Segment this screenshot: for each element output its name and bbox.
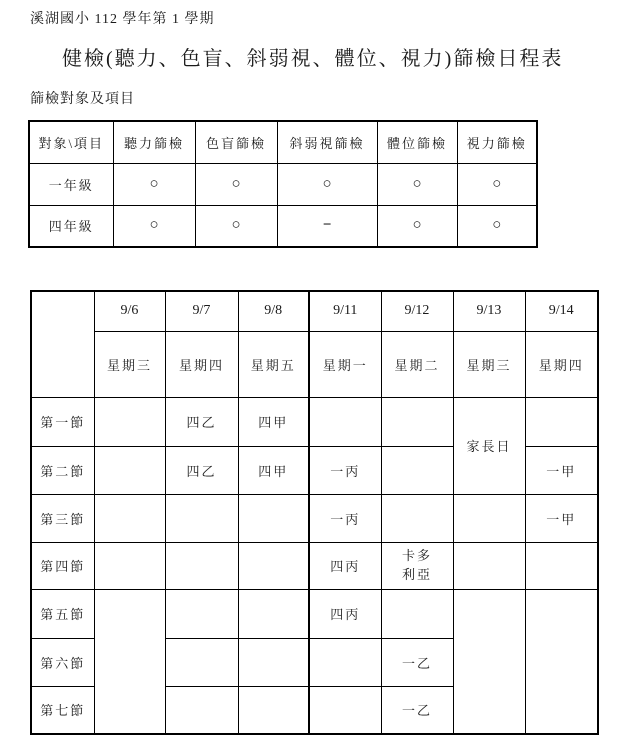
screening-row-grade4 <box>29 205 537 247</box>
schedule-cell <box>381 397 453 446</box>
schedule-period-label: 第七節 <box>31 686 94 734</box>
schedule-table <box>30 290 599 735</box>
schedule-cell: 一甲 <box>525 494 598 542</box>
screening-col-header: 對象\項目 <box>29 121 113 163</box>
schedule-cell: 四丙 <box>309 589 381 638</box>
schedule-cell <box>309 638 381 686</box>
schedule-weekday-header: 星期三 <box>94 331 165 397</box>
schedule-cell: 四甲 <box>238 397 309 446</box>
schedule-cell <box>381 494 453 542</box>
schedule-cell <box>238 638 309 686</box>
screening-cell: ○ <box>377 205 457 247</box>
screening-cell: ○ <box>457 205 537 247</box>
schedule-cell-kindergarten-text: 卡多利亞 <box>401 547 432 582</box>
schedule-cell <box>309 686 381 734</box>
schedule-period-label: 第四節 <box>31 542 94 589</box>
screening-cell: ○ <box>457 163 537 205</box>
schedule-cell: 一乙 <box>381 638 453 686</box>
screening-col-header: 視力篩檢 <box>457 121 537 163</box>
schedule-date-header: 9/8 <box>238 291 309 331</box>
screening-target-table <box>28 120 538 248</box>
schedule-weekday-header: 星期五 <box>238 331 309 397</box>
schedule-cell <box>238 686 309 734</box>
schedule-cell <box>525 542 598 589</box>
schedule-cell <box>94 494 165 542</box>
schedule-weekday-row <box>31 331 598 397</box>
screening-row-label: 四年級 <box>29 205 113 247</box>
screening-col-header: 色盲篩檢 <box>195 121 277 163</box>
schedule-cell <box>525 397 598 446</box>
schedule-cell-merged <box>94 589 165 734</box>
schedule-cell-parents-day: 家長日 <box>453 397 525 494</box>
screening-col-header: 聽力篩檢 <box>113 121 195 163</box>
screening-cell: ○ <box>113 205 195 247</box>
schedule-period-label: 第三節 <box>31 494 94 542</box>
schedule-cell: 一丙 <box>309 446 381 494</box>
schedule-row-period4 <box>31 542 598 589</box>
schedule-cell-kindergarten <box>381 542 453 589</box>
schedule-row-period5 <box>31 589 598 638</box>
schedule-date-header: 9/12 <box>381 291 453 331</box>
schedule-cell <box>453 542 525 589</box>
schedule-weekday-header: 星期四 <box>525 331 598 397</box>
schedule-cell <box>165 686 238 734</box>
screening-cell: ○ <box>113 163 195 205</box>
screening-cell: ○ <box>377 163 457 205</box>
schedule-cell <box>381 446 453 494</box>
screening-row-label: 一年級 <box>29 163 113 205</box>
schedule-date-row <box>31 291 598 331</box>
schedule-cell: 一乙 <box>381 686 453 734</box>
schedule-row-period3 <box>31 494 598 542</box>
schedule-cell: 一甲 <box>525 446 598 494</box>
schedule-date-header: 9/14 <box>525 291 598 331</box>
section-label: 篩檢對象及項目 <box>30 92 135 107</box>
schedule-cell <box>165 494 238 542</box>
schedule-date-header: 9/7 <box>165 291 238 331</box>
schedule-period-label: 第五節 <box>31 589 94 638</box>
schedule-weekday-header: 星期四 <box>165 331 238 397</box>
schedule-cell <box>453 494 525 542</box>
schedule-cell: 一丙 <box>309 494 381 542</box>
screening-col-header: 斜弱視篩檢 <box>277 121 377 163</box>
schedule-corner-cell <box>31 291 94 397</box>
schedule-cell <box>238 542 309 589</box>
schedule-date-header: 9/13 <box>453 291 525 331</box>
schedule-period-label: 第一節 <box>31 397 94 446</box>
schedule-cell: 四乙 <box>165 446 238 494</box>
schedule-cell <box>238 589 309 638</box>
screening-cell: ○ <box>195 163 277 205</box>
schedule-weekday-header: 星期二 <box>381 331 453 397</box>
schedule-cell-merged <box>525 589 598 734</box>
schedule-cell-merged <box>453 589 525 734</box>
schedule-cell <box>309 397 381 446</box>
schedule-cell <box>165 589 238 638</box>
screening-cell: ○ <box>195 205 277 247</box>
schedule-period-label: 第二節 <box>31 446 94 494</box>
document-title: 健檢(聽力、色盲、斜弱視、體位、視力)篩檢日程表 <box>62 48 564 70</box>
screening-cell: ○ <box>277 163 377 205</box>
schedule-date-header: 9/11 <box>309 291 381 331</box>
schedule-cell <box>165 638 238 686</box>
schedule-cell <box>94 446 165 494</box>
schedule-cell: 四乙 <box>165 397 238 446</box>
screening-cell: − <box>277 205 377 247</box>
schedule-cell <box>165 542 238 589</box>
screening-row-grade1 <box>29 163 537 205</box>
schedule-cell <box>381 589 453 638</box>
schedule-row-period1 <box>31 397 598 446</box>
schedule-cell <box>94 542 165 589</box>
school-term-line: 溪湖國小 112 學年第 1 學期 <box>30 12 215 27</box>
schedule-cell <box>238 494 309 542</box>
schedule-date-header: 9/6 <box>94 291 165 331</box>
screening-col-header: 體位篩檢 <box>377 121 457 163</box>
schedule-cell: 四丙 <box>309 542 381 589</box>
screening-header-row <box>29 121 537 163</box>
schedule-cell <box>94 397 165 446</box>
schedule-cell: 四甲 <box>238 446 309 494</box>
schedule-weekday-header: 星期三 <box>453 331 525 397</box>
schedule-period-label: 第六節 <box>31 638 94 686</box>
schedule-weekday-header: 星期一 <box>309 331 381 397</box>
